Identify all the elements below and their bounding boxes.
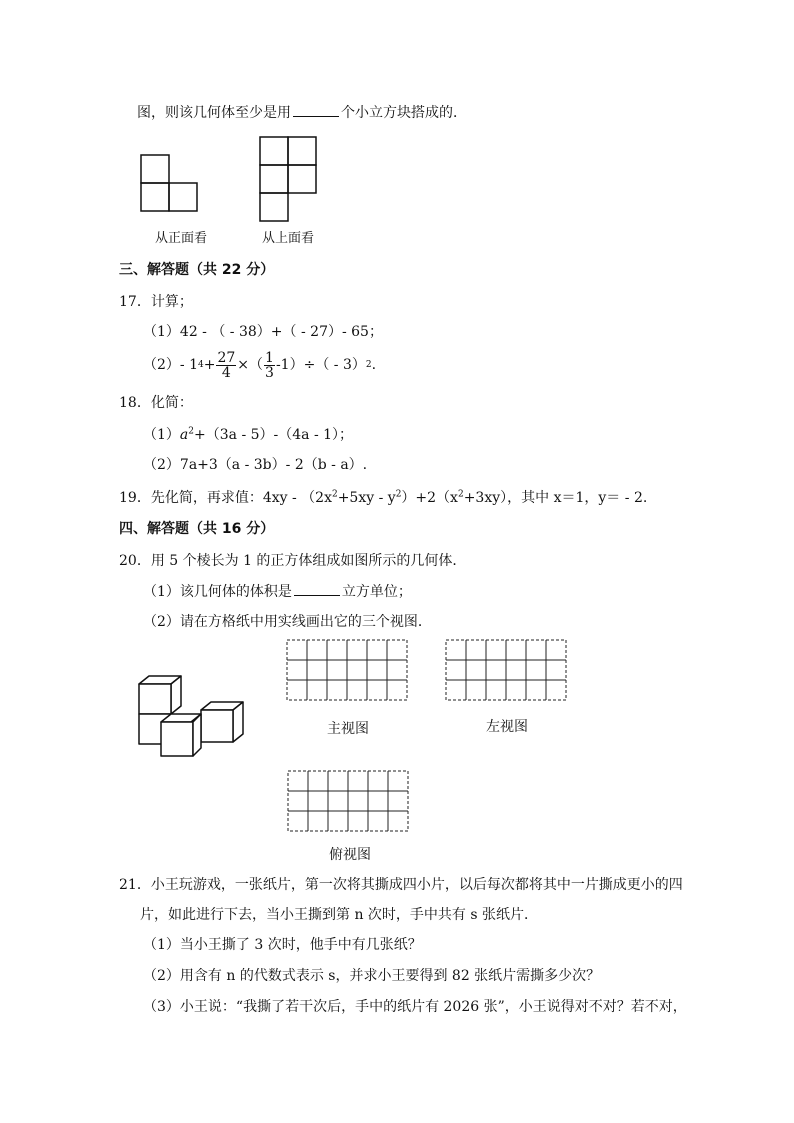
front-view-cell <box>141 155 169 183</box>
grid-cell[interactable] <box>526 640 546 660</box>
grid-cell[interactable] <box>308 771 328 791</box>
grid-cell[interactable] <box>347 660 367 680</box>
grid-cell[interactable] <box>367 680 387 700</box>
answer-blank[interactable] <box>294 583 340 596</box>
q17-part1: （1）42 - （ - 38）+（ - 27）- 65； <box>143 324 383 340</box>
front-view-cell <box>141 183 169 211</box>
grid-cell[interactable] <box>388 811 408 831</box>
grid-cell[interactable] <box>307 640 327 660</box>
grid-cell[interactable] <box>387 680 407 700</box>
grid-cell[interactable] <box>486 680 506 700</box>
section-3-title: 三、解答题（共 22 分） <box>119 262 275 278</box>
main-view-caption: 主视图 <box>327 721 369 737</box>
grid-cell[interactable] <box>368 811 388 831</box>
grid-cell[interactable] <box>546 660 566 680</box>
grid-cell[interactable] <box>526 680 546 700</box>
grid-cell[interactable] <box>466 640 486 660</box>
top-view-cell <box>288 165 316 193</box>
q16-text: 图，则该几何体至少是用 个小立方块搭成的． <box>137 105 467 121</box>
q19-text: 19．先化简，再求值：$4xy - (2x^2+5xy - y^2)+2(x^2+3xy)$，其中 x＝1，y＝ - 2. <box>119 489 648 506</box>
left-view-caption: 左视图 <box>486 719 528 735</box>
grid-cell[interactable] <box>387 640 407 660</box>
grid-cell[interactable] <box>348 791 368 811</box>
front-view-figure <box>140 154 200 214</box>
grid-cell[interactable] <box>287 660 307 680</box>
fraction-1-3: $\frac{1}{3}$ <box>265 349 274 381</box>
grid-cell[interactable] <box>388 791 408 811</box>
grid-cell[interactable] <box>546 640 566 660</box>
q18-part2: （2）7a+3（a - 3b）- 2（b - a）. <box>143 457 368 473</box>
grid-cell[interactable] <box>368 771 388 791</box>
q21-part1: （1）当小王撕了 3 次时，他手中有几张纸？ <box>143 937 422 953</box>
grid-cell[interactable] <box>446 640 466 660</box>
grid-cell[interactable] <box>327 640 347 660</box>
cube-figure <box>135 672 250 762</box>
grid-cell[interactable] <box>348 811 368 831</box>
fraction-27-4: $\frac{27}{4}$ <box>217 349 236 381</box>
top-view-figure <box>259 136 319 224</box>
top-view-cell <box>260 137 288 165</box>
grid-cell[interactable] <box>288 771 308 791</box>
q21-part2: （2）用含有 n 的代数式表示 s，并求小王要得到 82 张纸片需撕多少次？ <box>143 968 601 984</box>
q20-title: 20．用 5 个棱长为 1 的正方体组成如图所示的几何体． <box>119 553 467 569</box>
q18-title: 18．化简： <box>119 395 193 411</box>
top-view-caption: 从上面看 <box>262 231 315 246</box>
q18-part1: $(1)a^2+(3a - 5)-(4a - 1)$； <box>143 426 354 443</box>
q21-line1: 21．小王玩游戏，一张纸片，第一次将其撕成四小片，以后每次都将其中一片撕成更小的四 <box>119 877 683 893</box>
q20-part2: （2）请在方格纸中用实线画出它的三个视图． <box>143 614 432 630</box>
section-4-title: 四、解答题（共 16 分） <box>119 521 275 537</box>
grid-cell[interactable] <box>368 791 388 811</box>
q17-part2: （2）- 1 4 + $\frac{27}{4}$ ×（ $\frac{1}{3}$ -1）÷（ - 3） 2 . <box>143 349 377 381</box>
grid-cell[interactable] <box>486 660 506 680</box>
q20-part1: （1）该几何体的体积是 立方单位； <box>143 584 412 600</box>
grid-cell[interactable] <box>348 771 368 791</box>
q21-line2: 片，如此进行下去，当小王撕到第 n 次时，手中共有 s 张纸片． <box>140 907 539 923</box>
cube-front <box>201 710 233 742</box>
grid-cell[interactable] <box>466 660 486 680</box>
grid-cell[interactable] <box>446 660 466 680</box>
grid-cell[interactable] <box>328 791 348 811</box>
top-view-label: 俯视图 <box>329 847 371 863</box>
grid-cell[interactable] <box>288 791 308 811</box>
cube-side <box>233 702 243 742</box>
grid-cell[interactable] <box>287 680 307 700</box>
grid-cell[interactable] <box>506 680 526 700</box>
grid-cell[interactable] <box>446 680 466 700</box>
answer-blank[interactable] <box>293 104 339 117</box>
grid-cell[interactable] <box>308 791 328 811</box>
grid-cell[interactable] <box>287 640 307 660</box>
grid-cell[interactable] <box>328 771 348 791</box>
front-view-cell <box>169 183 197 211</box>
grid-cell[interactable] <box>466 680 486 700</box>
top-view-grid[interactable] <box>286 769 410 833</box>
grid-cell[interactable] <box>308 811 328 831</box>
grid-cell[interactable] <box>347 680 367 700</box>
grid-cell[interactable] <box>546 680 566 700</box>
grid-cell[interactable] <box>327 660 347 680</box>
cube-front <box>161 722 193 756</box>
cube-front <box>139 684 171 714</box>
grid-cell[interactable] <box>307 680 327 700</box>
grid-cell[interactable] <box>367 660 387 680</box>
top-view-cell <box>260 193 288 221</box>
grid-cell[interactable] <box>288 811 308 831</box>
grid-cell[interactable] <box>526 660 546 680</box>
left-view-grid[interactable] <box>444 638 568 702</box>
front-view-caption: 从正面看 <box>155 231 208 246</box>
main-view-grid[interactable] <box>285 638 409 702</box>
grid-cell[interactable] <box>307 660 327 680</box>
grid-cell[interactable] <box>328 811 348 831</box>
q17-title: 17．计算； <box>119 294 193 310</box>
grid-cell[interactable] <box>347 640 367 660</box>
grid-cell[interactable] <box>387 660 407 680</box>
top-view-cell <box>260 165 288 193</box>
q21-part3: （3）小王说：“我撕了若干次后，手中的纸片有 2026 张”，小王说得对不对？若不对， <box>143 999 687 1015</box>
grid-cell[interactable] <box>327 680 347 700</box>
top-view-cell <box>288 137 316 165</box>
grid-cell[interactable] <box>486 640 506 660</box>
grid-cell[interactable] <box>506 660 526 680</box>
cube-side <box>193 714 201 756</box>
grid-cell[interactable] <box>388 771 408 791</box>
grid-cell[interactable] <box>367 640 387 660</box>
grid-cell[interactable] <box>506 640 526 660</box>
